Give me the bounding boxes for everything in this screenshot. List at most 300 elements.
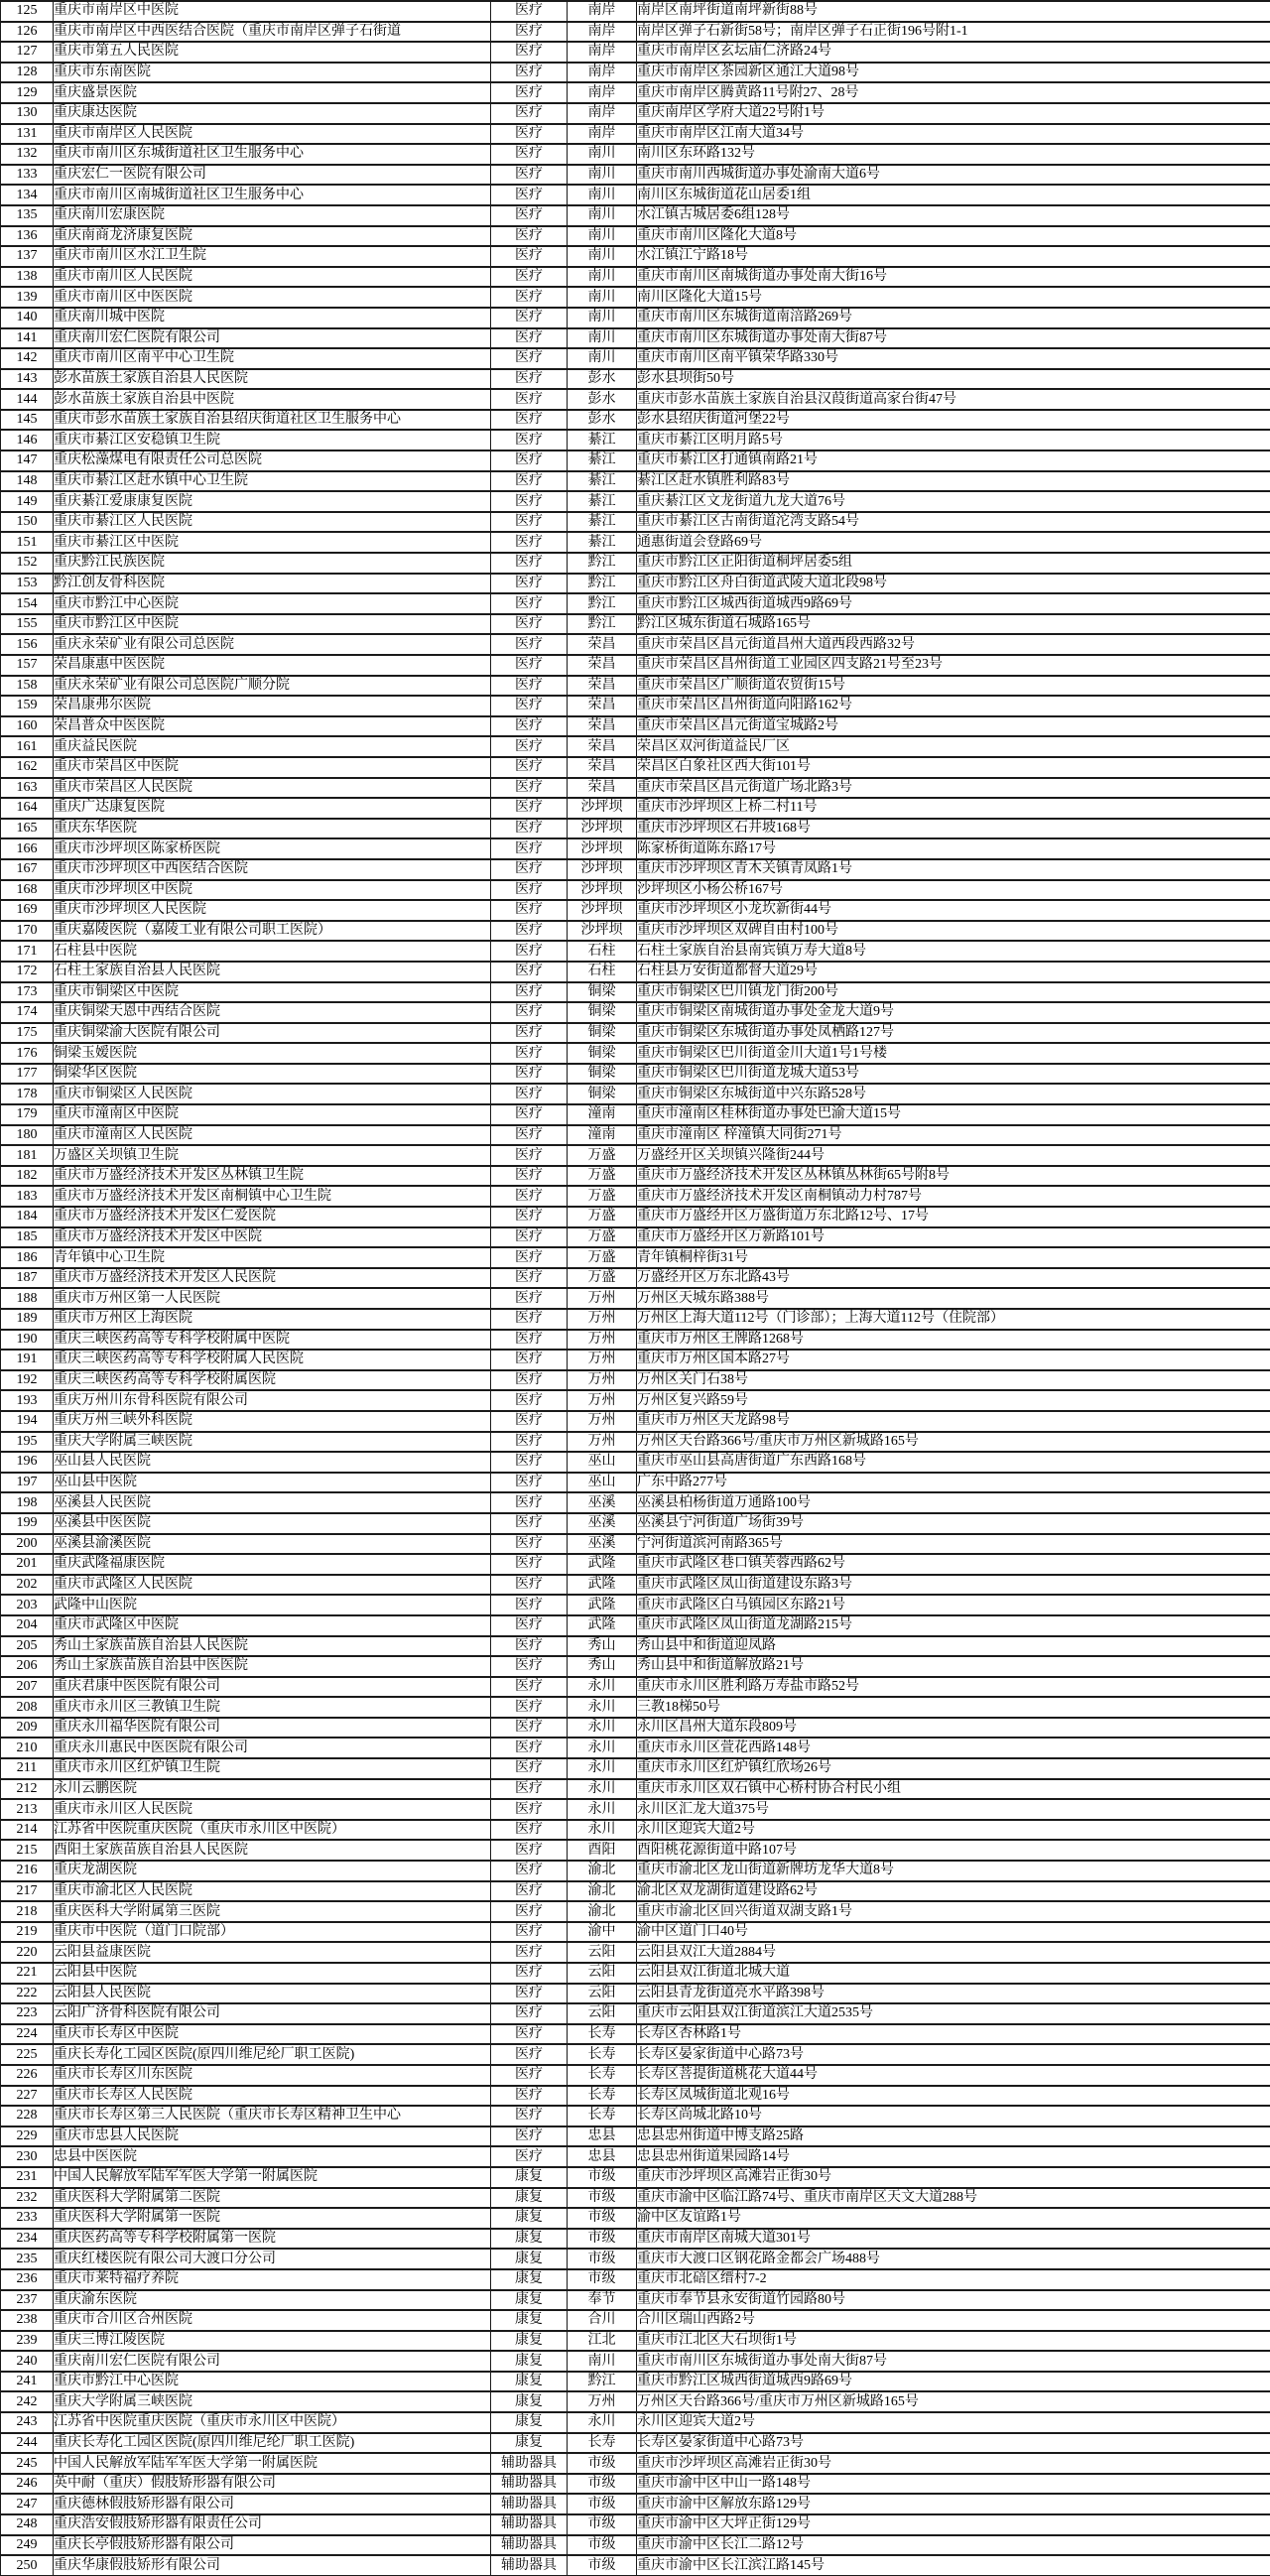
address-cell: 重庆市铜梁区东城街道办事处凤栖路127号 <box>637 1023 1270 1044</box>
address-cell: 合川区瑞山西路2号 <box>637 2310 1270 2331</box>
address-cell: 重庆市南川西城街道办事处渝南大道6号 <box>637 165 1270 186</box>
row-number-cell: 174 <box>1 1002 54 1023</box>
row-number-cell: 139 <box>1 287 54 308</box>
row-number-cell: 224 <box>1 2024 54 2045</box>
district-cell: 黔江 <box>568 593 637 614</box>
table-row <box>1 63 1270 83</box>
row-number-cell: 163 <box>1 778 54 799</box>
table-row <box>1 1718 1270 1739</box>
category-cell: 康复 <box>491 2249 568 2269</box>
row-number-cell: 230 <box>1 2146 54 2167</box>
district-cell: 江北 <box>568 2331 637 2352</box>
category-cell: 医疗 <box>491 246 568 267</box>
address-cell: 万盛经开区关坝镇兴隆街244号 <box>637 1145 1270 1166</box>
table-row <box>1 941 1270 962</box>
district-cell: 南岸 <box>568 103 637 124</box>
hospital-name-cell: 重庆市万盛经济技术开发区仁爱医院 <box>54 1207 491 1227</box>
hospital-name-cell: 重庆万州川东骨科医院有限公司 <box>54 1390 491 1411</box>
hospital-name-cell: 重庆市长寿区第三人民医院（重庆市长寿区精神卫生中心 <box>54 2106 491 2126</box>
district-cell: 荣昌 <box>568 716 637 737</box>
category-cell: 医疗 <box>491 1718 568 1739</box>
category-cell: 医疗 <box>491 82 568 103</box>
district-cell: 秀山 <box>568 1636 637 1657</box>
category-cell: 医疗 <box>491 614 568 635</box>
row-number-cell: 159 <box>1 696 54 716</box>
category-cell: 康复 <box>491 2310 568 2331</box>
address-cell: 永川区迎宾大道2号 <box>637 2412 1270 2433</box>
district-cell: 潼南 <box>568 1125 637 1146</box>
table-row <box>1 82 1270 103</box>
address-cell: 重庆市渝中区长江二路12号 <box>637 2535 1270 2556</box>
category-cell: 医疗 <box>491 1390 568 1411</box>
row-number-cell: 208 <box>1 1697 54 1718</box>
category-cell: 医疗 <box>491 1023 568 1044</box>
district-cell: 秀山 <box>568 1656 637 1677</box>
table-row <box>1 1779 1270 1800</box>
row-number-cell: 154 <box>1 593 54 614</box>
row-number-cell: 249 <box>1 2535 54 2556</box>
table-row <box>1 369 1270 390</box>
category-cell: 医疗 <box>491 1452 568 1473</box>
address-cell: 重庆市铜梁区巴川街道龙城大道53号 <box>637 1064 1270 1085</box>
district-cell: 武隆 <box>568 1595 637 1615</box>
address-cell: 忠县忠州街道中博支路25路 <box>637 2126 1270 2147</box>
category-cell: 医疗 <box>491 880 568 901</box>
category-cell: 医疗 <box>491 42 568 63</box>
category-cell: 医疗 <box>491 1738 568 1758</box>
category-cell: 医疗 <box>491 103 568 124</box>
row-number-cell: 153 <box>1 574 54 594</box>
category-cell: 医疗 <box>491 778 568 799</box>
district-cell: 沙坪坝 <box>568 880 637 901</box>
row-number-cell: 135 <box>1 205 54 226</box>
district-cell: 沙坪坝 <box>568 859 637 880</box>
district-cell: 万盛 <box>568 1207 637 1227</box>
district-cell: 酉阳 <box>568 1840 637 1861</box>
district-cell: 万州 <box>568 1330 637 1351</box>
hospital-name-cell: 中国人民解放军陆军军医大学第一附属医院 <box>54 2167 491 2188</box>
row-number-cell: 200 <box>1 1534 54 1555</box>
row-number-cell: 235 <box>1 2249 54 2269</box>
table-row <box>1 1534 1270 1555</box>
category-cell: 医疗 <box>491 144 568 165</box>
hospital-name-cell: 铜梁华区医院 <box>54 1064 491 1085</box>
address-cell: 重庆市南岸区南城大道301号 <box>637 2229 1270 2250</box>
district-cell: 市级 <box>568 2555 637 2576</box>
category-cell: 医疗 <box>491 716 568 737</box>
hospital-name-cell: 重庆龙湖医院 <box>54 1861 491 1881</box>
address-cell: 长寿区杏林路1号 <box>637 2024 1270 2045</box>
hospital-name-cell: 秀山土家族苗族自治县中医医院 <box>54 1656 491 1677</box>
district-cell: 万盛 <box>568 1247 637 1268</box>
hospital-name-cell: 石柱县中医院 <box>54 941 491 962</box>
district-cell: 市级 <box>568 2474 637 2495</box>
district-cell: 巫溪 <box>568 1534 637 1555</box>
row-number-cell: 128 <box>1 63 54 83</box>
row-number-cell: 167 <box>1 859 54 880</box>
table-row <box>1 798 1270 819</box>
category-cell: 医疗 <box>491 1043 568 1064</box>
district-cell: 南川 <box>568 348 637 369</box>
hospital-name-cell: 重庆市万州区第一人民医院 <box>54 1288 491 1309</box>
row-number-cell: 245 <box>1 2453 54 2474</box>
category-cell: 医疗 <box>491 1186 568 1207</box>
row-number-cell: 176 <box>1 1043 54 1064</box>
address-cell: 三教18梯50号 <box>637 1697 1270 1718</box>
address-cell: 重庆市沙坪坝区高滩岩正街30号 <box>637 2167 1270 2188</box>
address-cell: 长寿区晏家街道中心路73号 <box>637 2044 1270 2065</box>
row-number-cell: 212 <box>1 1779 54 1800</box>
hospital-name-cell: 重庆市南川区南城街道社区卫生服务中心 <box>54 185 491 205</box>
category-cell: 医疗 <box>491 2044 568 2065</box>
table-row <box>1 491 1270 512</box>
hospital-table-body <box>1 1 1270 2576</box>
category-cell: 医疗 <box>491 941 568 962</box>
category-cell: 医疗 <box>491 757 568 778</box>
row-number-cell: 130 <box>1 103 54 124</box>
address-cell: 重庆市沙坪坝区小龙坎新街44号 <box>637 900 1270 921</box>
row-number-cell: 141 <box>1 328 54 349</box>
hospital-name-cell: 重庆市万盛经济技术开发区中医院 <box>54 1227 491 1248</box>
address-cell: 重庆市南岸区玄坛庙仁济路24号 <box>637 42 1270 63</box>
category-cell: 医疗 <box>491 1534 568 1555</box>
row-number-cell: 228 <box>1 2106 54 2126</box>
district-cell: 綦江 <box>568 451 637 471</box>
category-cell: 医疗 <box>491 308 568 328</box>
row-number-cell: 177 <box>1 1064 54 1085</box>
district-cell: 荣昌 <box>568 696 637 716</box>
address-cell: 陈家桥街道陈东路17号 <box>637 838 1270 859</box>
hospital-name-cell: 重庆市万州区上海医院 <box>54 1309 491 1330</box>
district-cell: 彭水 <box>568 389 637 410</box>
row-number-cell: 143 <box>1 369 54 390</box>
table-row <box>1 1963 1270 1984</box>
category-cell: 医疗 <box>491 1145 568 1166</box>
hospital-name-cell: 重庆南商龙济康复医院 <box>54 226 491 247</box>
address-cell: 重庆市潼南区 梓潼镇大同街271号 <box>637 1125 1270 1146</box>
hospital-name-cell: 重庆市南岸区中西医结合医院（重庆市南岸区弹子石街道 <box>54 22 491 43</box>
row-number-cell: 193 <box>1 1390 54 1411</box>
category-cell: 医疗 <box>491 676 568 697</box>
row-number-cell: 184 <box>1 1207 54 1227</box>
address-cell: 万州区关门石38号 <box>637 1370 1270 1391</box>
address-cell: 重庆市万盛经开区万盛街道万东北路12号、17号 <box>637 1207 1270 1227</box>
hospital-name-cell: 青年镇中心卫生院 <box>54 1247 491 1268</box>
district-cell: 万州 <box>568 2391 637 2412</box>
address-cell: 重庆市荣昌区广顺街道农贸街15号 <box>637 676 1270 697</box>
table-row <box>1 2269 1270 2290</box>
hospital-name-cell: 英中耐（重庆）假肢矫形器有限公司 <box>54 2474 491 2495</box>
category-cell: 医疗 <box>491 1942 568 1963</box>
district-cell: 铜梁 <box>568 1084 637 1104</box>
address-cell: 巫溪县宁河街道广场街39号 <box>637 1513 1270 1534</box>
address-cell: 万州区天城东路388号 <box>637 1288 1270 1309</box>
category-cell: 医疗 <box>491 593 568 614</box>
category-cell: 医疗 <box>491 1288 568 1309</box>
category-cell: 辅助器具 <box>491 2474 568 2495</box>
table-row <box>1 144 1270 165</box>
hospital-name-cell: 重庆三峡医药高等专科学校附属人民医院 <box>54 1350 491 1370</box>
category-cell: 医疗 <box>491 124 568 145</box>
category-cell: 医疗 <box>491 1227 568 1248</box>
address-cell: 秀山县中和街道迎凤路 <box>637 1636 1270 1657</box>
address-cell: 重庆市黔江区城西街道城西9路69号 <box>637 593 1270 614</box>
table-row <box>1 124 1270 145</box>
category-cell: 医疗 <box>491 1595 568 1615</box>
hospital-name-cell: 重庆市黔江中心医院 <box>54 2372 491 2392</box>
row-number-cell: 247 <box>1 2494 54 2514</box>
table-row <box>1 267 1270 288</box>
row-number-cell: 215 <box>1 1840 54 1861</box>
table-row <box>1 348 1270 369</box>
row-number-cell: 178 <box>1 1084 54 1104</box>
district-cell: 綦江 <box>568 471 637 492</box>
address-cell: 彭水县绍庆街道河堡22号 <box>637 410 1270 431</box>
table-row <box>1 1942 1270 1963</box>
table-row <box>1 205 1270 226</box>
category-cell: 医疗 <box>491 1084 568 1104</box>
category-cell: 医疗 <box>491 512 568 533</box>
row-number-cell: 191 <box>1 1350 54 1370</box>
category-cell: 医疗 <box>491 287 568 308</box>
table-row <box>1 471 1270 492</box>
category-cell: 辅助器具 <box>491 2535 568 2556</box>
table-row <box>1 553 1270 574</box>
hospital-name-cell: 彭水苗族土家族自治县人民医院 <box>54 369 491 390</box>
address-cell: 重庆市南川区东城街道南涪路269号 <box>637 308 1270 328</box>
district-cell: 长寿 <box>568 2044 637 2065</box>
category-cell: 医疗 <box>491 819 568 839</box>
table-row <box>1 1595 1270 1615</box>
table-row <box>1 2065 1270 2086</box>
category-cell: 辅助器具 <box>491 2514 568 2535</box>
table-row <box>1 22 1270 43</box>
category-cell: 医疗 <box>491 1984 568 2004</box>
district-cell: 南川 <box>568 205 637 226</box>
table-row <box>1 165 1270 186</box>
district-cell: 市级 <box>568 2494 637 2514</box>
address-cell: 沙坪坝区小杨公桥167号 <box>637 880 1270 901</box>
district-cell: 奉节 <box>568 2290 637 2311</box>
hospital-name-cell: 重庆市武隆区中医院 <box>54 1615 491 1636</box>
row-number-cell: 127 <box>1 42 54 63</box>
hospital-name-cell: 重庆市东南医院 <box>54 63 491 83</box>
hospital-name-cell: 重庆市南岸区人民医院 <box>54 124 491 145</box>
row-number-cell: 134 <box>1 185 54 205</box>
hospital-name-cell: 黔江创友骨科医院 <box>54 574 491 594</box>
district-cell: 永川 <box>568 1718 637 1739</box>
table-row <box>1 512 1270 533</box>
address-cell: 重庆市永川区胜利路万寿盐市路52号 <box>637 1677 1270 1698</box>
district-cell: 合川 <box>568 2310 637 2331</box>
category-cell: 医疗 <box>491 532 568 553</box>
address-cell: 石柱土家族自治县南宾镇万寿大道8号 <box>637 941 1270 962</box>
district-cell: 铜梁 <box>568 1064 637 1085</box>
category-cell: 医疗 <box>491 1473 568 1493</box>
hospital-name-cell: 重庆德林假肢矫形器有限公司 <box>54 2494 491 2514</box>
table-row <box>1 1554 1270 1575</box>
hospital-name-cell: 重庆市南川区人民医院 <box>54 267 491 288</box>
district-cell: 渝北 <box>568 1901 637 1922</box>
category-cell: 康复 <box>491 2167 568 2188</box>
hospital-name-cell: 重庆市铜梁区人民医院 <box>54 1084 491 1104</box>
table-row <box>1 2167 1270 2188</box>
address-cell: 重庆市渝中区中山一路148号 <box>637 2474 1270 2495</box>
address-cell: 长寿区凤城街道北观16号 <box>637 2086 1270 2107</box>
row-number-cell: 216 <box>1 1861 54 1881</box>
table-row <box>1 778 1270 799</box>
row-number-cell: 239 <box>1 2331 54 2352</box>
hospital-name-cell: 重庆市永川区三教镇卫生院 <box>54 1697 491 1718</box>
address-cell: 重庆市荣昌区昌元街道广场北路3号 <box>637 778 1270 799</box>
category-cell: 康复 <box>491 2208 568 2229</box>
hospital-name-cell: 重庆市綦江区中医院 <box>54 532 491 553</box>
hospital-name-cell: 秀山土家族苗族自治县人民医院 <box>54 1636 491 1657</box>
table-row <box>1 2494 1270 2514</box>
row-number-cell: 241 <box>1 2372 54 2392</box>
table-row <box>1 859 1270 880</box>
district-cell: 长寿 <box>568 2024 637 2045</box>
hospital-name-cell: 重庆市沙坪坝区人民医院 <box>54 900 491 921</box>
district-cell: 永川 <box>568 2412 637 2433</box>
district-cell: 南川 <box>568 226 637 247</box>
hospital-name-cell: 重庆铜梁天恩中西结合医院 <box>54 1002 491 1023</box>
hospital-name-cell: 重庆市渝北区人民医院 <box>54 1881 491 1902</box>
district-cell: 巫溪 <box>568 1513 637 1534</box>
category-cell: 医疗 <box>491 1207 568 1227</box>
table-row <box>1 226 1270 247</box>
table-row <box>1 2208 1270 2229</box>
row-number-cell: 232 <box>1 2188 54 2209</box>
address-cell: 永川区迎宾大道2号 <box>637 1820 1270 1841</box>
row-number-cell: 131 <box>1 124 54 145</box>
district-cell: 黔江 <box>568 553 637 574</box>
address-cell: 重庆市荣昌区昌州街道工业园区四支路21号至23号 <box>637 655 1270 676</box>
hospital-name-cell: 忠县中医医院 <box>54 2146 491 2167</box>
category-cell: 医疗 <box>491 2024 568 2045</box>
table-row <box>1 655 1270 676</box>
address-cell: 重庆市黔江区舟白街道武陵大道北段98号 <box>637 574 1270 594</box>
hospital-name-cell: 重庆铜梁渝大医院有限公司 <box>54 1023 491 1044</box>
address-cell: 渝中区道门口40号 <box>637 1922 1270 1943</box>
district-cell: 万州 <box>568 1411 637 1432</box>
district-cell: 沙坪坝 <box>568 900 637 921</box>
hospital-name-cell: 重庆市合川区合州医院 <box>54 2310 491 2331</box>
district-cell: 綦江 <box>568 491 637 512</box>
category-cell: 医疗 <box>491 553 568 574</box>
address-cell: 重庆市南川区隆化大道8号 <box>637 226 1270 247</box>
row-number-cell: 203 <box>1 1595 54 1615</box>
hospital-name-cell: 重庆君康中医医院有限公司 <box>54 1677 491 1698</box>
table-row <box>1 716 1270 737</box>
table-row <box>1 2044 1270 2065</box>
table-row <box>1 900 1270 921</box>
address-cell: 重庆市万盛经济技术开发区丛林镇丛林街65号附8号 <box>637 1166 1270 1187</box>
table-row <box>1 1043 1270 1064</box>
address-cell: 重庆市渝中区长江滨江路145号 <box>637 2555 1270 2576</box>
district-cell: 巫山 <box>568 1452 637 1473</box>
district-cell: 南川 <box>568 328 637 349</box>
table-row <box>1 1309 1270 1330</box>
row-number-cell: 226 <box>1 2065 54 2086</box>
district-cell: 荣昌 <box>568 634 637 655</box>
address-cell: 重庆市铜梁区巴川街道金川大道1号1号楼 <box>637 1043 1270 1064</box>
hospital-name-cell: 重庆三峡医药高等专科学校附属中医院 <box>54 1330 491 1351</box>
district-cell: 铜梁 <box>568 1023 637 1044</box>
district-cell: 渝北 <box>568 1881 637 1902</box>
hospital-name-cell: 重庆市永川区人民医院 <box>54 1799 491 1820</box>
category-cell: 医疗 <box>491 2003 568 2024</box>
district-cell: 万州 <box>568 1350 637 1370</box>
district-cell: 沙坪坝 <box>568 921 637 942</box>
category-cell: 医疗 <box>491 1758 568 1779</box>
row-number-cell: 225 <box>1 2044 54 2065</box>
address-cell: 南川区东环路132号 <box>637 144 1270 165</box>
category-cell: 医疗 <box>491 2086 568 2107</box>
row-number-cell: 164 <box>1 798 54 819</box>
table-row <box>1 1288 1270 1309</box>
row-number-cell: 240 <box>1 2351 54 2372</box>
row-number-cell: 213 <box>1 1799 54 1820</box>
hospital-name-cell: 重庆市荣昌区人民医院 <box>54 778 491 799</box>
address-cell: 重庆市南岸区茶园新区通江大道98号 <box>637 63 1270 83</box>
address-cell: 渝中区友谊路1号 <box>637 2208 1270 2229</box>
hospital-name-cell: 重庆东华医院 <box>54 819 491 839</box>
hospital-name-cell: 重庆盛景医院 <box>54 82 491 103</box>
hospital-name-cell: 重庆市南川区水江卫生院 <box>54 246 491 267</box>
address-cell: 重庆市沙坪坝区双碑自由村100号 <box>637 921 1270 942</box>
district-cell: 市级 <box>568 2249 637 2269</box>
address-cell: 长寿区尚城北路10号 <box>637 2106 1270 2126</box>
table-row <box>1 1390 1270 1411</box>
address-cell: 永川区昌州大道东段809号 <box>637 1718 1270 1739</box>
category-cell: 医疗 <box>491 1840 568 1861</box>
category-cell: 医疗 <box>491 1492 568 1513</box>
district-cell: 南川 <box>568 246 637 267</box>
table-row <box>1 614 1270 635</box>
hospital-name-cell: 重庆大学附属三峡医院 <box>54 1432 491 1453</box>
district-cell: 市级 <box>568 2229 637 2250</box>
category-cell: 医疗 <box>491 1513 568 1534</box>
district-cell: 市级 <box>568 2514 637 2535</box>
row-number-cell: 158 <box>1 676 54 697</box>
hospital-name-cell: 重庆红楼医院有限公司大渡口分公司 <box>54 2249 491 2269</box>
address-cell: 重庆市云阳县双江街道滨江大道2535号 <box>637 2003 1270 2024</box>
row-number-cell: 234 <box>1 2229 54 2250</box>
category-cell: 医疗 <box>491 185 568 205</box>
address-cell: 重庆市武隆区凤山街道龙湖路215号 <box>637 1615 1270 1636</box>
table-row <box>1 634 1270 655</box>
category-cell: 医疗 <box>491 921 568 942</box>
hospital-name-cell: 重庆市万盛经济技术开发区南桐镇中心卫生院 <box>54 1186 491 1207</box>
address-cell: 重庆市渝北区龙山街道新牌坊龙华大道8号 <box>637 1861 1270 1881</box>
category-cell: 医疗 <box>491 962 568 982</box>
hospital-name-cell: 重庆市彭水苗族土家族自治县绍庆街道社区卫生服务中心 <box>54 410 491 431</box>
category-cell: 医疗 <box>491 1820 568 1841</box>
category-cell: 康复 <box>491 2290 568 2311</box>
row-number-cell: 227 <box>1 2086 54 2107</box>
address-cell: 酉阳桃花源街道中路107号 <box>637 1840 1270 1861</box>
table-row <box>1 2351 1270 2372</box>
hospital-name-cell: 重庆市永川区红炉镇卫生院 <box>54 1758 491 1779</box>
hospital-name-cell: 重庆市南川区南平中心卫生院 <box>54 348 491 369</box>
hospital-name-cell: 重庆市荣昌区中医院 <box>54 757 491 778</box>
hospital-name-cell: 重庆康达医院 <box>54 103 491 124</box>
category-cell: 医疗 <box>491 328 568 349</box>
district-cell: 渝北 <box>568 1861 637 1881</box>
district-cell: 巫山 <box>568 1473 637 1493</box>
address-cell: 重庆市万州区天龙路98号 <box>637 1411 1270 1432</box>
